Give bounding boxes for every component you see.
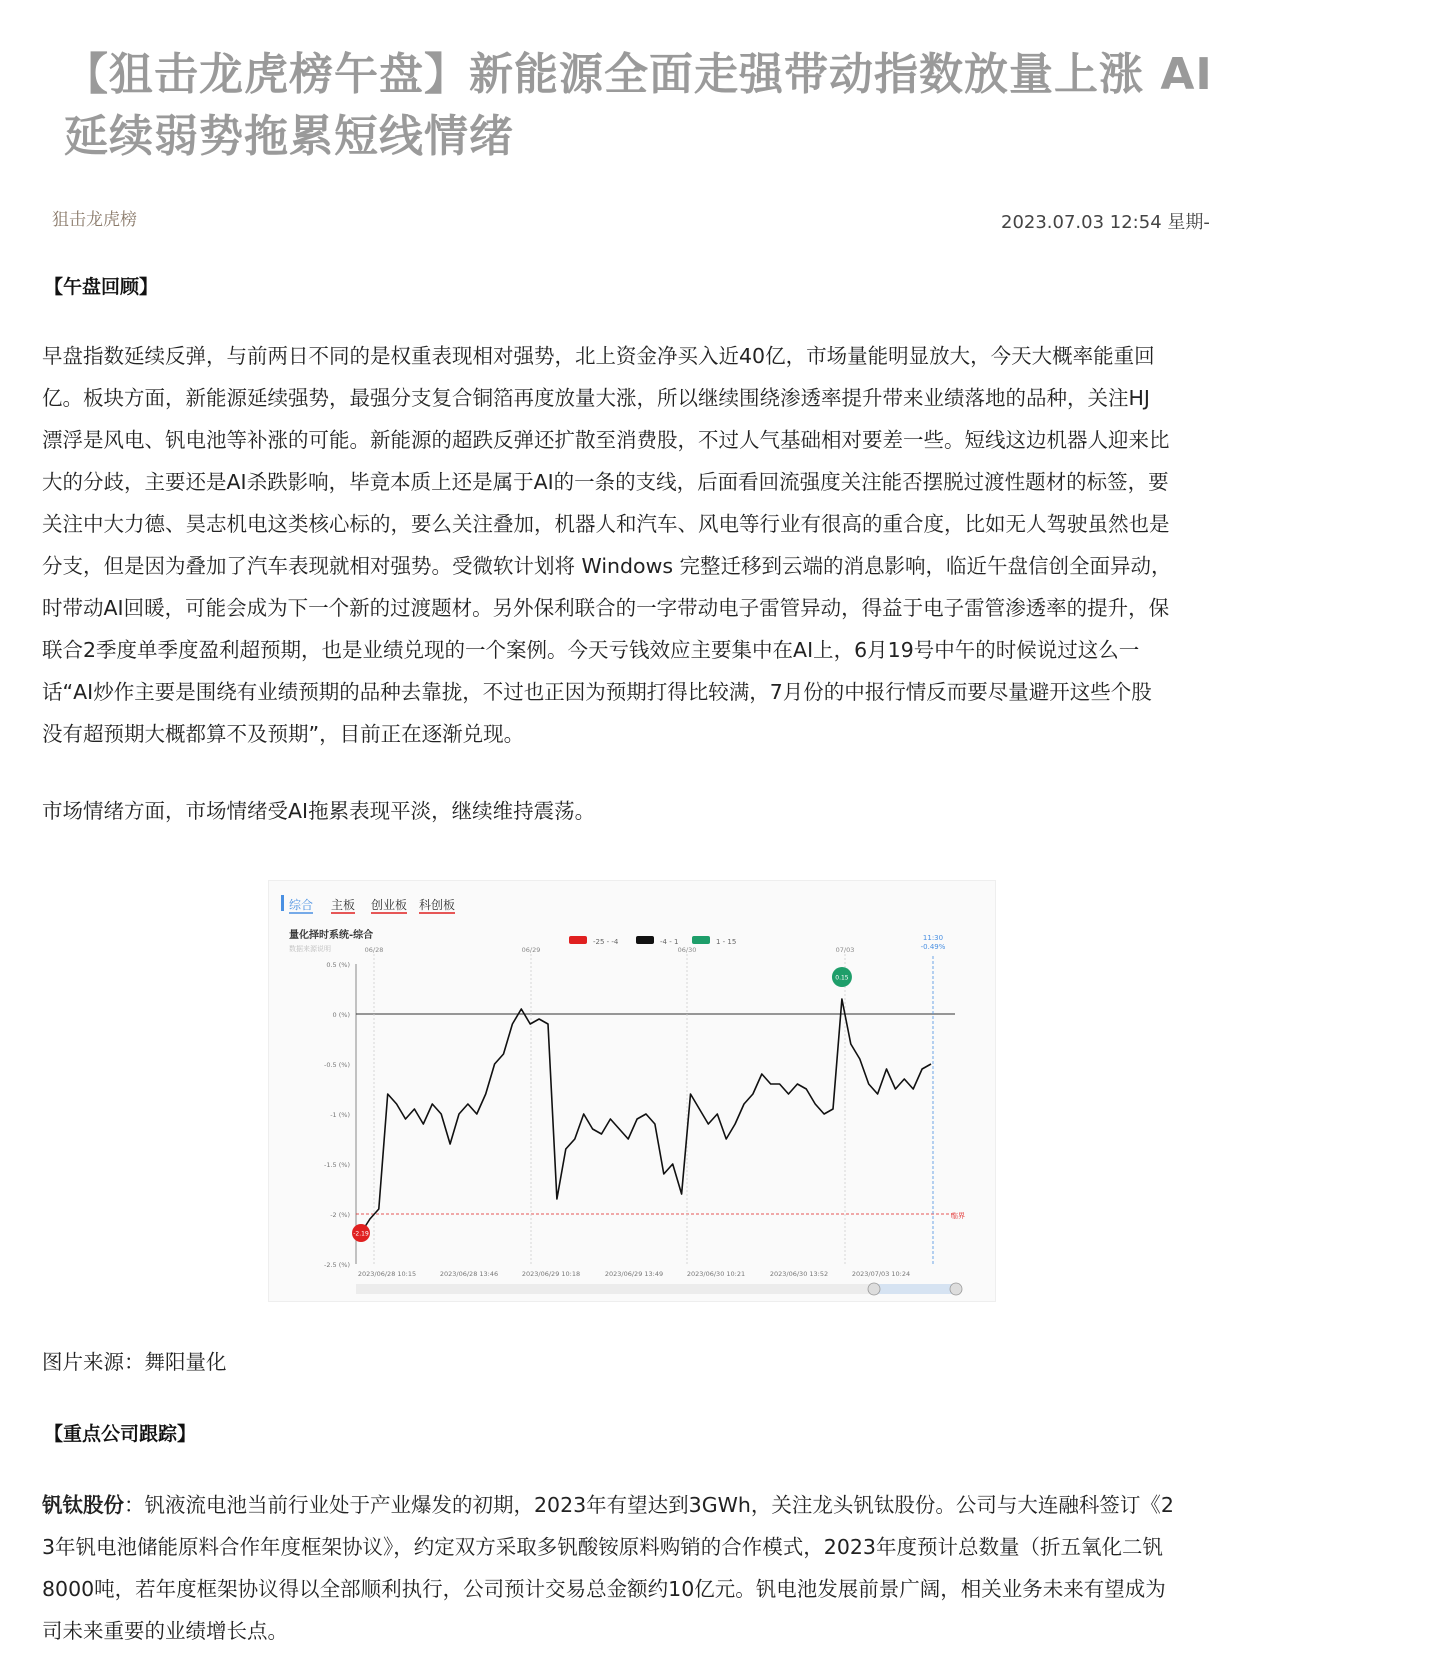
review-line: 早盘指数延续反弹，与前两日不同的是权重表现相对强势，北上资金净买入近40亿，市场量能明显放大，今天大概率能重回: [42, 344, 1155, 368]
review-line: 没有超预期大概都算不及预期”，目前正在逐渐兑现。: [42, 722, 525, 746]
low-marker-label: -2.19: [353, 1230, 369, 1238]
review-line: 关注中大力德、昊志机电这类核心标的，要么关注叠加，机器人和汽车、风电等行业有很高的重合度，比如无人驾驶虽然也是: [42, 512, 1170, 536]
review-line: 联合2季度单季度盈利超预期，也是业绩兑现的一个案例。今天亏钱效应主要集中在AI上，6月19号中午的时候说过这么一: [42, 638, 1140, 662]
high-marker-label: 0.15: [835, 974, 849, 982]
x-tick-label: 2023/06/28 10:15: [357, 1270, 417, 1278]
company-text-1: ：钒液流电池当前行业处于产业爆发的初期，2023年有望达到3GWh，关注龙头钒钛股份。公司与大连融科签订《2: [124, 1493, 1174, 1517]
y-tick-label: -1.5 (%): [324, 1161, 350, 1169]
top-date-label: 06/30: [677, 946, 697, 954]
x-tick-label: 2023/06/28 13:46: [439, 1270, 499, 1278]
top-date-label: 06/28: [364, 946, 384, 954]
company-line-3: 8000吨，若年度框架协议得以全部顺利执行，公司预计交易总金额约10亿元。钒电池发展前景广阔，相关业务未来有望成为: [42, 1577, 1166, 1601]
reference-label: 临界: [951, 1212, 965, 1220]
y-tick-label: -2.5 (%): [324, 1261, 350, 1269]
review-line: 亿。板块方面，新能源延续强势，最强分支复合铜箔再度放量大涨，所以继续围绕渗透率提升带来业绩落地的品种，关注HJ: [42, 386, 1150, 410]
company-line-4: 司未来重要的业绩增长点。: [42, 1619, 288, 1643]
corner-value: -0.49%: [920, 943, 946, 951]
timing-chart-svg: [269, 881, 995, 1301]
review-line: 时带动AI回暖，可能会成为下一个新的过渡题材。另外保利联合的一字带动电子雷管异动，得益于电子雷管渗透率的提升，保: [42, 596, 1170, 620]
company-line-1: [42, 1484, 1442, 1526]
company-line-2: 3年钒电池储能原料合作年度框架协议》，约定双方采取多钒酸铵原料购销的合作模式，2023年度预计总数量（折五氧化二钒: [42, 1535, 1163, 1559]
section-heading-midday-review: 【午盘回顾】: [44, 276, 159, 298]
review-line: 话“AI炒作主要是围绕有业绩预期的品种去靠拢，不过也正因为预期打得比较满，7月份的中报行情反而要尽量避开这些个股: [42, 680, 1152, 704]
x-tick-label: 2023/06/30 13:52: [769, 1270, 829, 1278]
x-tick-label: 2023/06/29 10:18: [521, 1270, 581, 1278]
top-date-label: 07/03: [835, 946, 855, 954]
y-tick-label: -0.5 (%): [324, 1061, 350, 1069]
y-tick-label: -2 (%): [330, 1211, 350, 1219]
review-line: 漂浮是风电、钒电池等补涨的可能。新能源的超跌反弹还扩散至消费股，不过人气基础相对要差一些。短线这边机器人迎来比: [42, 428, 1170, 452]
x-tick-label: 2023/07/03 10:24: [851, 1270, 911, 1278]
timing-chart: [268, 880, 996, 1302]
chart-system-title: 量化择时系统-综合: [289, 930, 374, 941]
publish-datetime: 2023.07.03 12:54 星期-: [1001, 212, 1210, 233]
review-paragraph: [42, 335, 1442, 755]
legend-label: -25 - -4: [593, 938, 619, 946]
legend-swatch: [636, 936, 654, 944]
image-caption: 图片来源：舞阳量化: [42, 1350, 227, 1374]
legend-swatch: [569, 936, 587, 944]
article-title: [64, 44, 1364, 168]
tab-indicator: [281, 895, 284, 911]
x-tick-label: 2023/06/29 13:49: [604, 1270, 664, 1278]
company-name: 钒钛股份: [42, 1493, 124, 1517]
review-line: 分支，但是因为叠加了汽车表现就相对强势。受微软计划将 Windows 完整迁移到云端的消息影响，临近午盘信创全面异动，: [42, 554, 1172, 578]
series-line: [361, 999, 931, 1233]
legend-label: -4 - 1: [660, 938, 679, 946]
y-tick-label: 0.5 (%): [326, 961, 350, 969]
article-title-line-2: 延续弱势拖累短线情绪: [64, 111, 514, 162]
chart-subtitle: 数据来源说明: [289, 945, 331, 953]
scroll-thumb[interactable]: [874, 1284, 956, 1294]
chart-tab[interactable]: 科创板: [419, 898, 456, 912]
scroll-track: [356, 1284, 955, 1294]
company-paragraph: [42, 1484, 1442, 1652]
top-date-label: 06/29: [521, 946, 541, 954]
sentiment-paragraph: 市场情绪方面，市场情绪受AI拖累表现平淡，继续维持震荡。: [42, 799, 596, 823]
chart-tab[interactable]: 综合: [289, 898, 314, 912]
chart-tab[interactable]: 创业板: [371, 898, 408, 912]
scroll-handle-icon[interactable]: [950, 1283, 962, 1295]
section-heading-company-tracking: 【重点公司跟踪】: [44, 1423, 197, 1445]
chart-tab[interactable]: 主板: [331, 898, 356, 912]
y-tick-label: 0 (%): [332, 1011, 350, 1019]
scroll-handle-icon[interactable]: [868, 1283, 880, 1295]
review-line: 大的分歧，主要还是AI杀跌影响，毕竟本质上还是属于AI的一条的支线，后面看回流强度关注能否摆脱过渡性题材的标签，要: [42, 470, 1169, 494]
x-tick-label: 2023/06/30 10:21: [686, 1270, 746, 1278]
legend-label: 1 - 15: [716, 938, 737, 946]
y-tick-label: -1 (%): [330, 1111, 350, 1119]
legend-swatch: [692, 936, 710, 944]
author-name[interactable]: 狙击龙虎榜: [52, 210, 137, 230]
article-title-line-1: 【狙击龙虎榜午盘】新能源全面走强带动指数放量上涨 AI: [64, 49, 1213, 100]
corner-time: 11:30: [922, 934, 944, 942]
